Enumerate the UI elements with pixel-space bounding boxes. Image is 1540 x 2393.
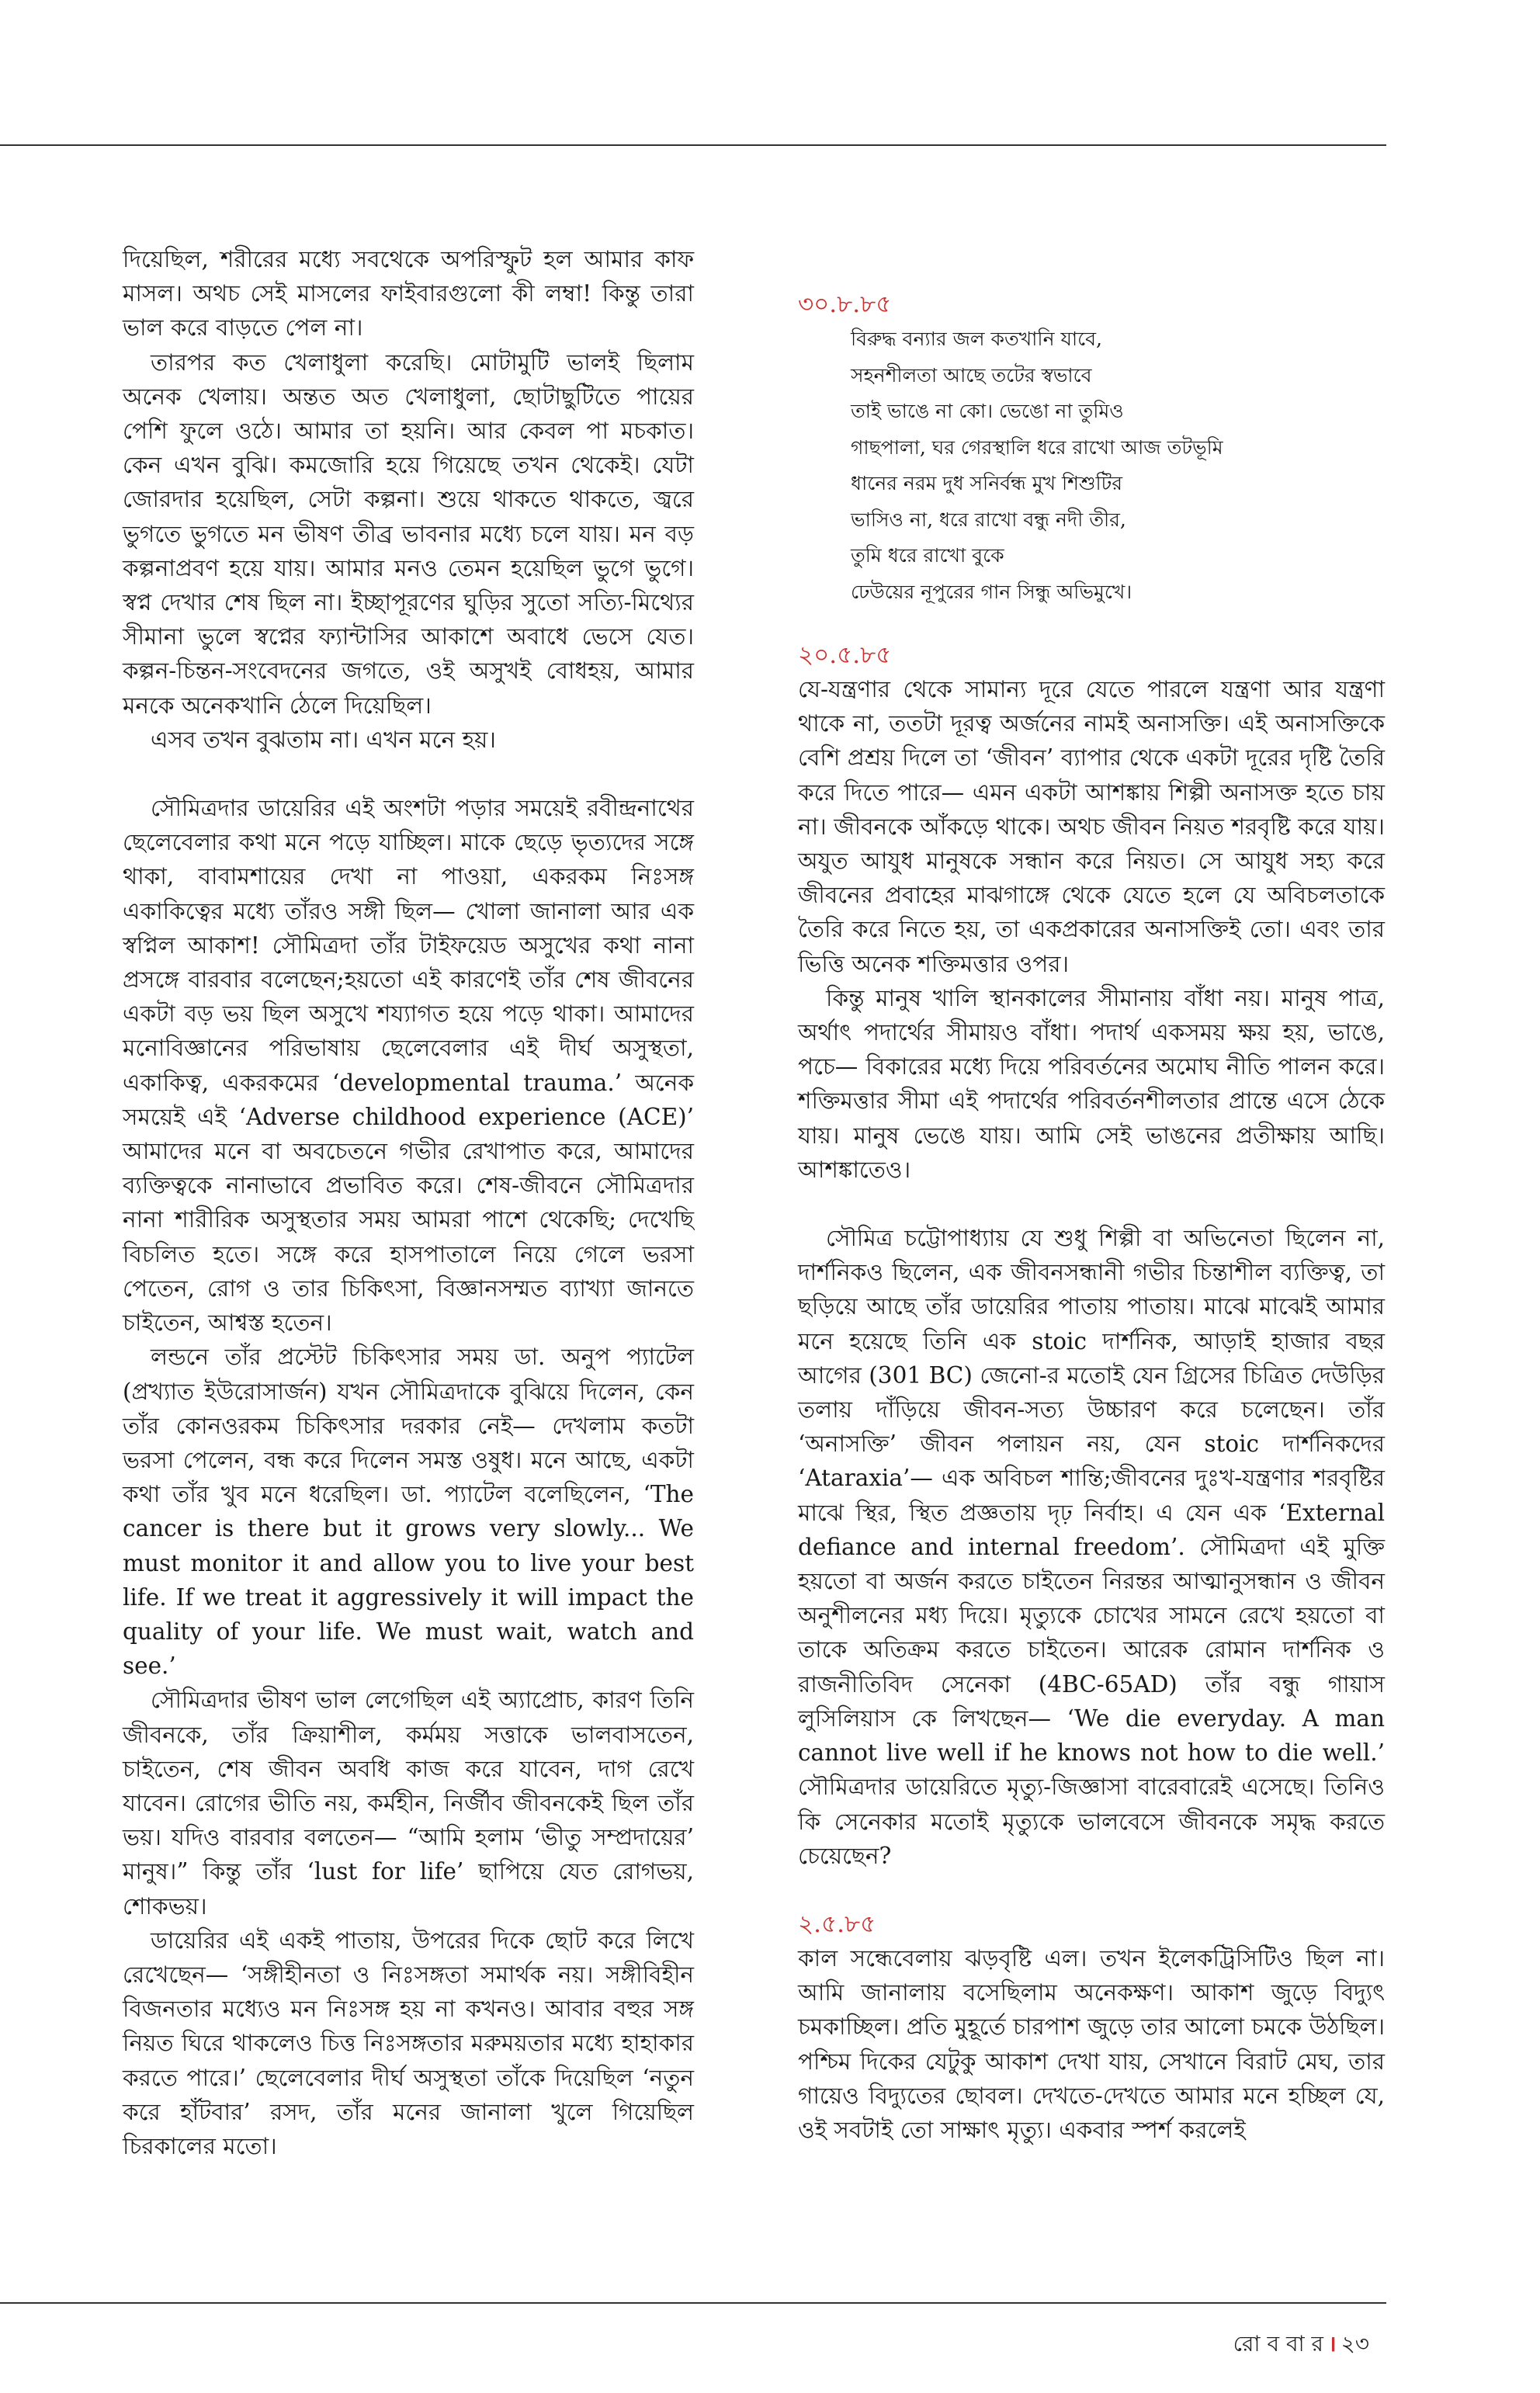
essay-paragraph: সৌমিত্র চট্টোপাধ্যায় যে শুধু শিল্পী বা অভিনেতা ছিলেন না, দার্শনিকও ছিলেন, এক জীবনসন্ধানী গভীর চিন্তাশীল ব্যক্তিত্ব, তা ছড়িয়ে আছে তাঁর ডায়েরির পাতায় পাতায়। মাঝে মাঝেই আমার মনে হয়েছে তিনি এক stoic দার্শনিক, আড়াই হাজার বছর আগের (301 BC) জেনো-র মতোই যেন গ্রিসের চিত্রিত দেউড়ির তলায় দাঁড়িয়ে জীবন-সত্য উচ্চারণ করে চলেছেন। তাঁর ‘অনাসক্তি’ জীবন পলায়ন নয়, যেন stoic দার্শনিকদের ‘Ataraxia’— এক অবিচল শান্তি;জীবনের দুঃখ-যন্ত্রণার শরবৃষ্টির মাঝে স্থির, স্থিত প্রজ্ঞতায় দৃঢ় নির্বাহ। এ যেন এক ‘External defiance and internal freedom’. সৌমিত্রদা এই মুক্তি হয়তো বা অর্জন করতে চাইতেন নিরন্তর আত্মানুসন্ধান ও জীবন অনুশীলনের মধ্য দিয়ে। মৃত্যুকে চোখের সামনে রেখে হয়তো বা তাকে অতিক্রম করতে চাইতেন। আরেক রোমান দার্শনিক ও রাজনীতিবিদ সেনেকা (4BC-65AD) তাঁর বন্ধু গায়াস লুসিলিয়াস কে লিখছেন— ‘We die everyday. A man cannot live well if he knows not how to die well.’ সৌমিত্রদার ডায়েরিতে মৃত্যু-জিজ্ঞাসা বারেবারেই এসেছে। তিনিও কি সেনেকার মতোই মৃত্যুকে ভালবেসে জীবনকে সমৃদ্ধ করতে চেয়েছেন? — [798, 1225, 1385, 1869]
poem-line: সহনশীলতা আছে তটের স্বভাবে — [851, 363, 1092, 387]
left-paragraph-2: তারপর কত খেলাধুলা করেছি। মোটামুটি ভালই ছিলাম অনেক খেলায়। অন্তত অত খেলাধুলা, ছোটাছুটিতে পায়ের পেশি ফুলে ওঠে। আমার তা হয়নি। আর কেবল পা মচকাত। কেন এখন বুঝি। কমজোরি হয়ে গিয়েছে তখন থেকেই। যেটা জোরদার হয়েছিল, সেটা কল্পনা। শুয়ে থাকতে থাকতে, জ্বরে ভুগতে ভুগতে মন ভীষণ তীব্র ভাবনার মধ্যে চলে যায়। মন বড় কল্পনাপ্রবণ হয়ে যায়। আমার মনও তেমন হয়েছিল ভুগে ভুগে। স্বপ্ন দেখার শেষ ছিল না। ইচ্ছাপূরণের ঘুড়ির সুতো সত্যি-মিথ্যের সীমানা ভুলে স্বপ্নের ফ্যান্টাসির আকাশে অবাধে ভেসে যেত। কল্পন-চিন্তন-সংবেদনের জগতে, ওই অসুখই বোধহয়, আমার মনকে অনেকখানি ঠেলে দিয়েছিল। — [123, 349, 694, 719]
poem-line: তাই ভাঙে না কো। ভেঙো না তুমিও — [851, 400, 1124, 422]
diary-entry-3-paragraph: কাল সন্ধেবেলায় ঝড়বৃষ্টি এল। তখন ইলেকট্রিসিটিও ছিল না। আমি জানালায় বসেছিলাম অনেকক্ষণ। আকাশ জুড়ে বিদ্যুৎ চমকাচ্ছিল। প্রতি মুহূর্তে চারপাশ জুড়ে তার আলো চমকে উঠছিল। পশ্চিম দিকের যেটুকু আকাশ দেখা যায়, সেখানে বিরাট মেঘ, তার গায়েও বিদ্যুতের ছোবল। দেখতে-দেখতে আমার মনে হচ্ছিল যে, ওই সবটাই তো সাক্ষাৎ মৃত্যু। একবার স্পর্শ করলেই — [798, 1944, 1386, 2143]
left-paragraph-4: সৌমিত্রদার ডায়েরির এই অংশটা পড়ার সময়েই রবীন্দ্রনাথের ছেলেবেলার কথা মনে পড়ে যাচ্ছিল। মাকে ছেড়ে ভৃত্যদের সঙ্গে থাকা, বাবামশায়ের দেখা না পাওয়া, একরকম নিঃসঙ্গ একাকিত্বের মধ্যে তাঁরও সঙ্গী ছিল— খোলা জানালা আর এক স্বপ্নিল আকাশ! সৌমিত্রদা তাঁর টাইফয়েড অসুখের কথা নানা প্রসঙ্গে বারবার বলেছেন;হয়তো এই কারণেই তাঁর শেষ জীবনের একটা বড় ভয় ছিল অসুখে শয্যাগত হয়ে পড়ে থাকা। আমাদের মনোবিজ্ঞানের পরিভাষায় ছেলেবেলার এই দীর্ঘ অসুস্থতা, একাকিত্ব, একরকমের ‘developmental trauma.’ অনেক সময়েই এই ‘Adverse childhood experience (ACE)’ আমাদের মনে বা অবচেতনে গভীর রেখাপাত করে, আমাদের ব্যক্তিত্বকে নানাভাবে প্রভাবিত করে। শেষ-জীবনে সৌমিত্রদার নানা শারীরিক অসুস্থতার সময় আমরা পাশে থেকেছি; দেখেছি বিচলিত হতে। সঙ্গে করে হাসপাতালে নিয়ে গেলে ভরসা পেতেন, রোগ ও তার চিকিৎসা, বিজ্ঞানসম্মত ব্যাখ্যা জানতে চাইতেন, আশ্বস্ত হতেন। — [123, 795, 694, 1337]
poem-line: ভাসিও না, ধরে রাখো বন্ধু নদী তীর, — [851, 508, 1126, 531]
poem-line: ধানের নরম দুধ সনির্বন্ধ মুখ শিশুটির — [851, 472, 1123, 494]
diary-date-1: ৩০.৮.৮৫ — [798, 290, 892, 318]
poem-line: বিরুদ্ধ বন্যার জল কতখানি যাবে, — [851, 328, 1102, 350]
left-paragraph-6: সৌমিত্রদার ভীষণ ভাল লেগেছিল এই অ্যাপ্রোচ, কারণ তিনি জীবনকে, তাঁর ক্রিয়াশীল, কর্মময় সত্তাকে ভালবাসতেন, চাইতেন, শেষ জীবন অবধি কাজ করে যাবেন, দাগ রেখে যাবেন। রোগের ভীতি নয়, কর্মহীন, নির্জীব জীবনকেই ছিল তাঁর ভয়। যদিও বারবার বলতেন— “আমি হলাম ‘ভীতু সম্প্রদায়ের’ মানুষ।” কিন্তু তাঁর ‘lust for life’ ছাপিয়ে যেত রোগভয়, শোকভয়। — [123, 1687, 694, 1920]
left-column — [123, 242, 694, 2163]
right-column — [798, 287, 1385, 2147]
diary-date-2: ২০.৫.৮৫ — [798, 641, 892, 669]
diary-poem — [851, 321, 1385, 610]
left-paragraph-5: লন্ডনে তাঁর প্রস্টেট চিকিৎসার সময় ডা. অনুপ প্যাটেল (প্রখ্যাত ইউরোসার্জন) যখন সৌমিত্রদাকে বুঝিয়ে দিলেন, কেন তাঁর কোনওরকম চিকিৎসার দরকার নেই— দেখলাম কতটা ভরসা পেলেন, বন্ধ করে দিলেন সমস্ত ওষুধ। মনে আছে, একটা কথা তাঁর খুব মনে ধরেছিল। ডা. প্যাটেল বলেছিলেন, ‘The cancer is there but it grows very slowly... We must monitor it and allow you to live your best life. If we treat it aggressively it will impact the quality of your life. We must wait, watch and see.’ — [123, 1344, 694, 1680]
poem-line: ঢেউয়ের নূপুরের গান সিন্ধু অভিমুখে। — [851, 580, 1132, 603]
diary-entry-2-paragraph-2: কিন্তু মানুষ খালি স্থানকালের সীমানায় বাঁধা নয়। মানুষ পাত্র, অর্থাৎ পদার্থের সীমায়ও বাঁধা। পদার্থ একসময় ক্ষয় হয়, ভাঙে, পচে— বিকারের মধ্যে দিয়ে পরিবর্তনের অমোঘ নীতি পালন করে। শক্তিমত্তার সীমা এই পদার্থের পরিবর্তনশীলতার প্রান্তে এসে ঠেকে যায়। মানুষ ভেঙে যায়। আমি সেই ভাঙনের প্রতীক্ষায় আছি। আশঙ্কাতেও। — [798, 984, 1385, 1183]
left-paragraph-7: ডায়েরির এই একই পাতায়, উপরের দিকে ছোট করে লিখে রেখেছেন— ‘সঙ্গীহীনতা ও নিঃসঙ্গতা সমার্থক নয়। সঙ্গীবিহীন বিজনতার মধ্যেও মন নিঃসঙ্গ হয় না কখনও। আবার বহুর সঙ্গ নিয়ত ঘিরে থাকলেও চিত্ত নিঃসঙ্গতার মরুময়তার মধ্যে হাহাকার করতে পারে।’ ছেলেবেলার দীর্ঘ অসুস্থতা তাঁকে দিয়েছিল ‘নতুন করে হাঁটবার’ রসদ, তাঁর মনের জানালা খুলে গিয়েছিল চিরকালের মতো। — [123, 1927, 694, 2159]
footer-rule — [0, 2302, 1386, 2304]
page-footer — [1233, 2327, 1369, 2364]
page-number: ২৩ — [1341, 2331, 1369, 2357]
footer-separator: । — [1327, 2331, 1337, 2357]
left-paragraph-1: দিয়েছিল, শরীরের মধ্যে সবথেকে অপরিস্ফুট হল আমার কাফ মাসল। অথচ সেই মাসলের ফাইবারগুলো কী লম্বা! কিন্তু তারা ভাল করে বাড়তে পেল না। — [123, 246, 694, 342]
left-paragraph-3: এসব তখন বুঝতাম না। এখন মনে হয়। — [151, 726, 496, 753]
diary-date-3: ২.৫.৮৫ — [798, 1909, 876, 1938]
header-rule — [0, 144, 1386, 146]
magazine-name: রো ব বা র — [1233, 2331, 1323, 2357]
poem-line: গাছপালা, ঘর গেরস্থালি ধরে রাখো আজ তটভূমি — [851, 435, 1223, 459]
diary-entry-2-paragraph-1: যে-যন্ত্রণার থেকে সামান্য দূরে যেতে পারলে যন্ত্রণা আর যন্ত্রণা থাকে না, ততটা দূরত্ব অর্জনের নামই অনাসক্তি। এই অনাসক্তিকে বেশি প্রশ্রয় দিলে তা ‘জীবন’ ব্যাপার থেকে একটা দূরের দৃষ্টি তৈরি করে দিতে পারে— এমন একটা আশঙ্কায় শিল্পী অনাসক্ত হতে চায় না। জীবনকে আঁকড়ে থাকে। অথচ জীবন নিয়ত শরবৃষ্টি করে যায়। অযুত আযুধ মানুষকে সন্ধান করে নিয়ত। সে আযুধ সহ্য করে জীবনের প্রবাহের মাঝগাঙ্গে থেকে যেতে হলে যে অবিচলতাকে তৈরি করে নিতে হয়, তা একপ্রকারের অনাসক্তিই তো। এবং তার ভিত্তি অনেক শক্তিমত্তার ওপর। — [798, 676, 1385, 977]
poem-line: তুমি ধরে রাখো বুকে — [851, 544, 1004, 567]
